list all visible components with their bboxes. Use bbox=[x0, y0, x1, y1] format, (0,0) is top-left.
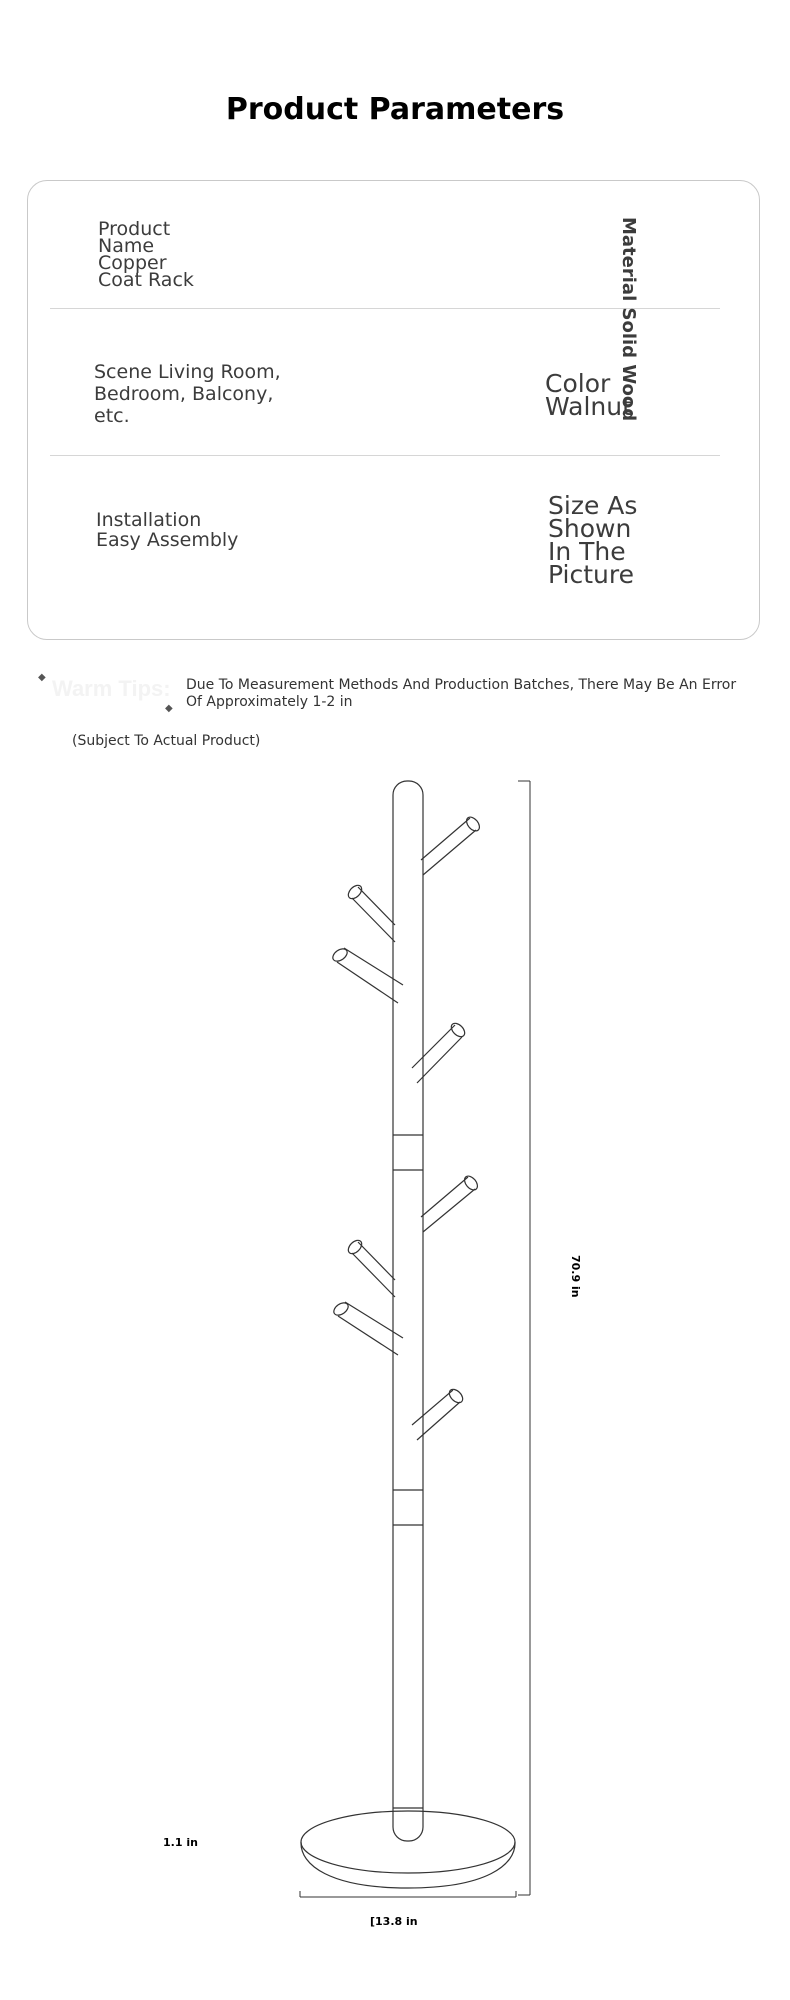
rack-hook bbox=[346, 883, 395, 942]
param-color: Color Walnut bbox=[545, 369, 632, 421]
coat-rack-drawing bbox=[0, 760, 790, 1990]
tips-text: Due To Measurement Methods And Production Batches, There May Be An Error Of Approximately 1-2 in bbox=[186, 677, 737, 710]
param-size: Size As Shown In The Picture bbox=[548, 491, 638, 589]
dimension-width: [13.8 in bbox=[370, 1915, 418, 1928]
rack-hook bbox=[332, 1300, 403, 1355]
dimension-height: 70.9 in bbox=[569, 1255, 582, 1298]
rack-pole bbox=[393, 781, 423, 1841]
row-divider bbox=[50, 455, 720, 456]
rack-base bbox=[301, 1811, 515, 1888]
rack-hook bbox=[421, 815, 482, 875]
subject-note: (Subject To Actual Product) bbox=[72, 733, 261, 749]
param-installation: Installation Easy Assembly bbox=[96, 509, 239, 551]
param-product-name: Product Name Copper Coat Rack bbox=[98, 218, 194, 291]
page-title: Product Parameters bbox=[225, 92, 565, 127]
dot-icon: ◆ bbox=[165, 703, 173, 714]
rack-hook bbox=[346, 1238, 395, 1297]
param-material: Material Solid Wood bbox=[618, 217, 639, 422]
param-scene: Scene Living Room, Bedroom, Balcony, etc. bbox=[94, 361, 281, 427]
dot-icon: ◆ bbox=[38, 672, 46, 683]
rack-hook bbox=[421, 1174, 480, 1232]
rack-hook bbox=[412, 1021, 467, 1083]
dimension-base: 1.1 in bbox=[163, 1836, 198, 1849]
dimension-lines bbox=[300, 781, 530, 1897]
rack-hook bbox=[331, 946, 403, 1003]
tips-title: Warm Tips: bbox=[52, 676, 171, 701]
rack-hook bbox=[412, 1387, 465, 1440]
